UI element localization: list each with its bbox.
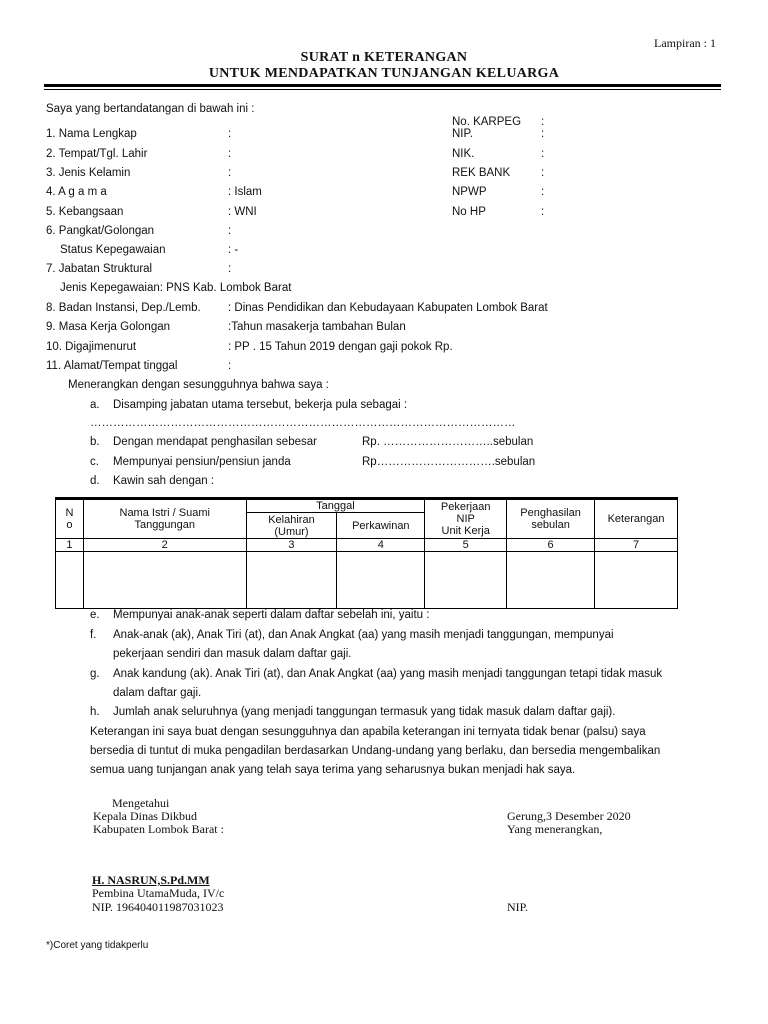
closing-line-2: bersedia di tuntut di muka pengadilan berdasarkan Undang-undang yang berlaku, dan bersedia mengembalikan [90,745,661,757]
item-b-letter: b. [90,436,100,448]
field-value-ttl: : [228,148,232,160]
item-f-text-2: pekerjaan sendiri dan masuk dalam daftar gaji. [113,648,352,660]
field-value-jenis-kelamin: : [228,167,232,179]
closing-line-3: semua uang tunjangan anak yang telah saya terima yang seharusnya bukan menjadi hak saya. [90,764,576,776]
official-nip: NIP. 196404011987031023 [92,900,224,914]
intro-text: Saya yang bertandatangan di bawah ini : [46,103,255,115]
header-perkawinan: Perkawinan [337,513,425,539]
col-number: 1 [56,539,84,552]
header-pekerjaan: Pekerjaan NIP Unit Kerja [425,499,507,539]
field-value-jabatan: : [228,263,232,275]
field-value-kebangsaan: : WNI [228,206,257,218]
field-label-no-hp: No HP [452,206,486,218]
header-kelahiran: Kelahiran (Umur) [246,513,337,539]
lampiran-label: Lampiran : 1 [654,36,716,50]
declarant-nip: NIP. [507,900,529,914]
yang-menerangkan-label: Yang menerangkan, [507,822,603,836]
item-c-letter: c. [90,456,99,468]
field-label-nama: 1. Nama Lengkap [46,128,137,140]
field-label-rek-bank: REK BANK [452,167,511,179]
field-value-nik: : [541,148,545,160]
page-subtitle: UNTUK MENDAPATKAN TUNJANGAN KELUARGA [208,66,560,81]
field-value-status: : - [228,244,239,256]
field-value-alamat: : [228,360,232,372]
field-value-rek-bank: : [541,167,545,179]
field-value-pangkat: : [228,225,232,237]
field-label-masa-kerja: 9. Masa Kerja Golongan [46,321,171,333]
mengetahui-label: Mengetahui [112,796,170,810]
menerangkan-text: Menerangkan dengan sesungguhnya bahwa saya : [68,379,329,391]
kabupaten-label: Kabupaten Lombok Barat : [93,822,224,836]
item-g-text-2: dalam daftar gaji. [113,687,202,699]
closing-line-1: Keterangan ini saya buat dengan sesungguhnya dan apabila keterangan ini ternyata tidak benar (palsu) saya [90,726,646,738]
official-rank: Pembina UtamaMuda, IV/c [92,886,225,900]
col-number: 5 [425,539,507,552]
field-jenis-kepegawaian: Jenis Kepegawaian: PNS Kab. Lombok Barat [60,282,292,294]
field-label-alamat: 11. Alamat/Tempat tinggal [46,360,178,372]
header-no: N o [56,499,84,539]
field-label-karpeg: No. KARPEG [452,116,522,128]
place-date: Gerung,3 Desember 2020 [507,809,631,823]
header-keterangan: Keterangan [595,499,678,539]
table-cell [83,552,246,609]
field-label-status: Status Kepegawaian [60,244,166,256]
col-number: 3 [246,539,337,552]
col-number: 7 [595,539,678,552]
field-value-instansi: : Dinas Pendidikan dan Kebudayaan Kabupaten Lombok Barat [228,302,548,314]
item-c-amount: Rp………………………….sebulan [362,456,536,468]
item-a-text: Disamping jabatan utama tersebut, bekerja pula sebagai : [113,399,408,411]
item-f-text-1: Anak-anak (ak), Anak Tiri (at), dan Anak Angkat (aa) yang masih menjadi tanggungan, mempunyai [113,629,614,641]
item-c-text: Mempunyai pensiun/pensiun janda [113,456,291,468]
kepala-dinas-label: Kepala Dinas Dikbud [93,809,197,823]
col-number: 4 [337,539,425,552]
item-a-dots: ………………………………………………………………………………………………… [90,417,516,429]
item-b-text: Dengan mendapat penghasilan sebesar [113,436,317,448]
field-label-agama: 4. A g a m a [46,186,107,198]
table-cell [56,552,84,609]
header-penghasilan: Penghasilan sebulan [507,499,595,539]
table-cell [425,552,507,609]
item-g-text-1: Anak kandung (ak). Anak Tiri (at), dan Anak Angkat (aa) yang masih menjadi tanggungan tetapi tidak masuk [113,668,663,680]
table-cell [507,552,595,609]
table-cell [246,552,337,609]
col-number: 6 [507,539,595,552]
item-h-letter: h. [90,706,100,718]
item-d-letter: d. [90,475,100,487]
item-e-letter: e. [90,609,100,621]
field-label-jenis-kelamin: 3. Jenis Kelamin [46,167,131,179]
item-f-letter: f. [90,629,97,641]
field-label-instansi: 8. Badan Instansi, Dep./Lemb. [46,302,201,314]
field-value-nip: : [541,128,545,140]
field-label-ttl: 2. Tempat/Tgl. Lahir [46,148,148,160]
table-cell [337,552,425,609]
item-h-text: Jumlah anak seluruhnya (yang menjadi tanggungan termasuk yang tidak masuk dalam daftar gaji). [113,706,616,718]
page-title: SURAT n KETERANGAN [300,50,468,65]
field-value-agama: : Islam [228,186,262,198]
field-label-gaji: 10. Digajimenurut [46,341,137,353]
table-cell [595,552,678,609]
field-value-no-hp: : [541,206,545,218]
official-name: H. NASRUN,S.Pd.MM [92,873,210,887]
item-g-letter: g. [90,668,100,680]
field-value-nama: : [228,128,232,140]
field-label-kebangsaan: 5. Kebangsaan [46,206,124,218]
field-label-jabatan: 7. Jabatan Struktural [46,263,153,275]
field-label-pangkat: 6. Pangkat/Golongan [46,225,155,237]
header-nama: Nama Istri / Suami Tanggungan [83,499,246,539]
field-value-karpeg: : [541,116,545,128]
field-label-npwp: NPWP [452,186,487,198]
col-number: 2 [83,539,246,552]
column-number-row [56,539,678,552]
item-b-amount: Rp. ………………………..sebulan [362,436,534,448]
item-a-letter: a. [90,399,100,411]
title-rule-thin [44,89,721,90]
field-value-npwp: : [541,186,545,198]
table-row [56,552,678,609]
spouse-table [55,497,678,609]
title-rule-thick [44,84,721,87]
field-label-nik: NIK. [452,148,475,160]
item-d-text: Kawin sah dengan : [113,475,215,487]
field-value-gaji: : PP . 15 Tahun 2019 dengan gaji pokok Rp. [228,341,453,353]
field-label-nip: NIP. [452,128,473,140]
field-value-masa-kerja: :Tahun masakerja tambahan Bulan [228,321,406,333]
item-e-text: Mempunyai anak-anak seperti dalam daftar sebelah ini, yaitu : [113,609,430,621]
footnote: *)Coret yang tidakperlu [46,940,149,951]
header-tanggal: Tanggal [246,499,425,513]
